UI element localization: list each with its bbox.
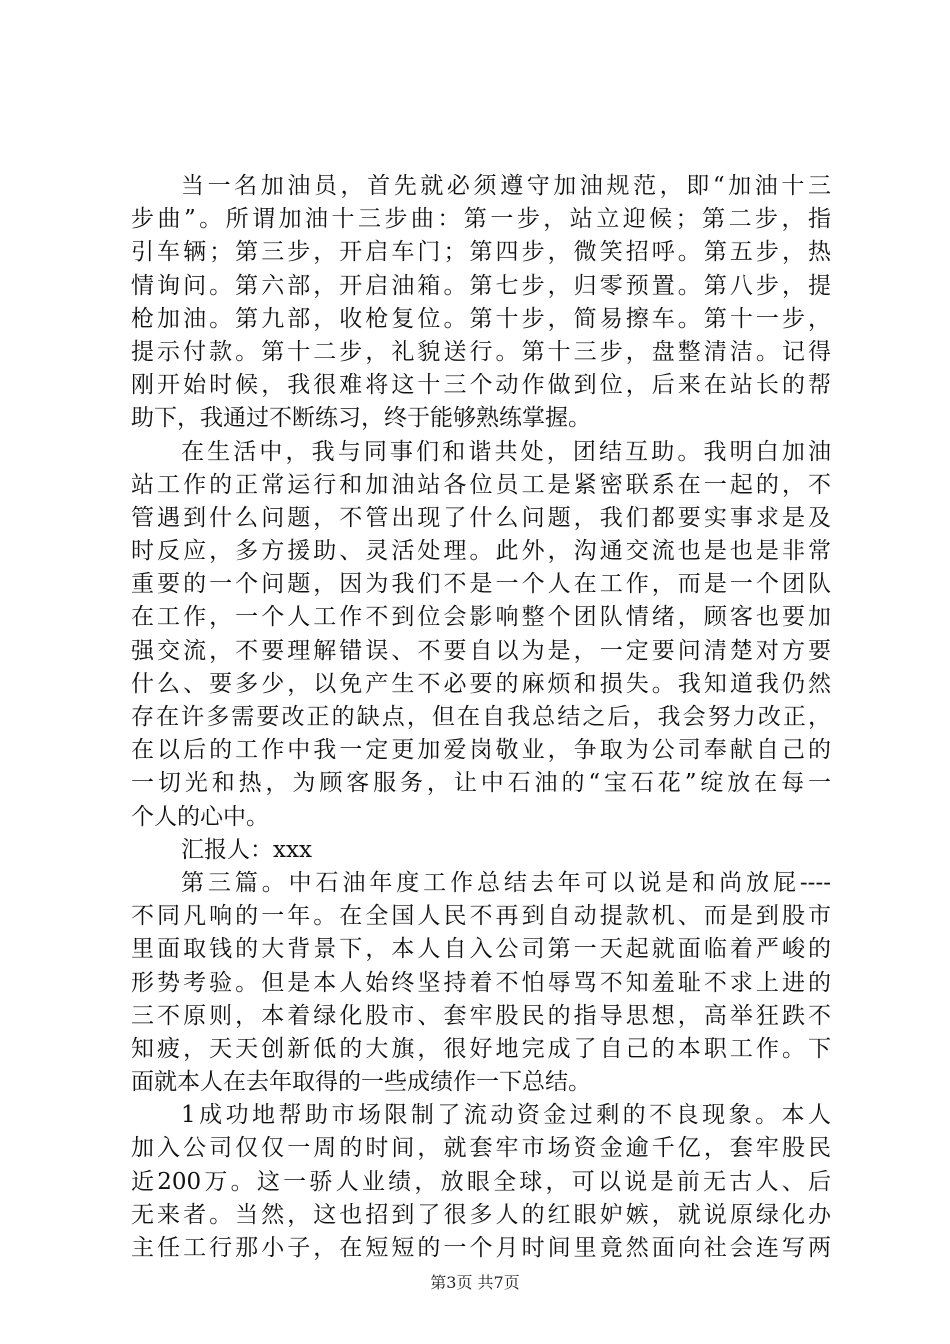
text-line: 管遇到什么问题，不管出现了什么问题，我们都要实事求是及 — [131, 504, 831, 531]
text-line: 提示付款。第十二步，礼貌送行。第十三步，盘整清洁。记得 — [131, 338, 831, 365]
text-line: 助下，我通过不断练习，终于能够熟练掌握。 — [131, 405, 591, 432]
text-line: 近200万。这一骄人业绩，放眼全球，可以说是前无古人、后 — [131, 1168, 831, 1195]
text-line: 刚开始时候，我很难将这十三个动作做到位，后来在站长的帮 — [131, 372, 831, 399]
text-line: 步曲”。所谓加油十三步曲：第一步，站立迎候；第二步，指 — [131, 206, 831, 233]
text-line: 面就本人在去年取得的一些成绩作一下总结。 — [131, 1069, 591, 1096]
text-line: 主任工行那小子，在短短的一个月时间里竟然面向社会连写两 — [131, 1235, 831, 1261]
text-line: 重要的一个问题，因为我们不是一个人在工作，而是一个团队 — [131, 571, 831, 598]
text-line: 无来者。当然，这也招到了很多人的红眼妒嫉，就说原绿化办 — [131, 1201, 831, 1228]
text-line: 枪加油。第九部，收枪复位。第十步，简易擦车。第十一步， — [131, 305, 831, 332]
text-line: 引车辆；第三步，开启车门；第四步，微笑招呼。第五步，热 — [131, 239, 831, 266]
text-line: 个人的心中。 — [131, 803, 269, 830]
text-line: 当一名加油员，首先就必须遵守加油规范，即“加油十三 — [181, 173, 831, 199]
text-line: 在以后的工作中我一定更加爱岗敬业，争取为公司奉献自己的 — [131, 737, 831, 764]
text-line: 汇报人：xxx — [181, 836, 312, 863]
text-line: 形势考验。但是本人始终坚持着不怕辱骂不知羞耻不求上进的 — [131, 969, 831, 996]
text-line: 不同凡响的一年。在全国人民不再到自动提款机、而是到股市 — [131, 903, 831, 930]
text-line: 什么、要多少，以免产生不必要的麻烦和损失。我知道我仍然 — [131, 670, 831, 697]
text-line: 第三篇。中石油年度工作总结去年可以说是和尚放屁---- — [181, 869, 831, 896]
text-line: 三不原则，本着绿化股市、套牢股民的指导思想，高举狂跌不 — [131, 1002, 831, 1029]
text-line: 情询问。第六部，开启油箱。第七步，归零预置。第八步，提 — [131, 272, 831, 299]
text-line: 知疲，天天创新低的大旗，很好地完成了自己的本职工作。下 — [131, 1035, 831, 1062]
text-line: 时反应，多方援助、灵活处理。此外，沟通交流也是也是非常 — [131, 538, 831, 565]
text-line: 强交流，不要理解错误、不要自以为是，一定要问清楚对方要 — [131, 637, 831, 664]
text-line: 在工作，一个人工作不到位会影响整个团队情绪，顾客也要加 — [131, 604, 831, 631]
text-line: 一切光和热，为顾客服务，让中石油的“宝石花”绽放在每一 — [131, 770, 831, 797]
text-line: 存在许多需要改正的缺点，但在自我总结之后，我会努力改正， — [131, 704, 831, 730]
text-line: 加入公司仅仅一周的时间，就套牢市场资金逾千亿，套牢股民 — [131, 1135, 831, 1162]
page-footer: 第3页 共7页 — [430, 1273, 520, 1292]
document-body — [131, 170, 831, 1265]
text-line: 在生活中，我与同事们和谐共处，团结互助。我明白加油 — [181, 438, 831, 465]
text-line: 里面取钱的大背景下，本人自入公司第一天起就面临着严峻的 — [131, 936, 831, 963]
text-line: 站工作的正常运行和加油站各位员工是紧密联系在一起的，不 — [131, 471, 831, 498]
text-line: 1成功地帮助市场限制了流动资金过剩的不良现象。本人 — [181, 1102, 831, 1129]
